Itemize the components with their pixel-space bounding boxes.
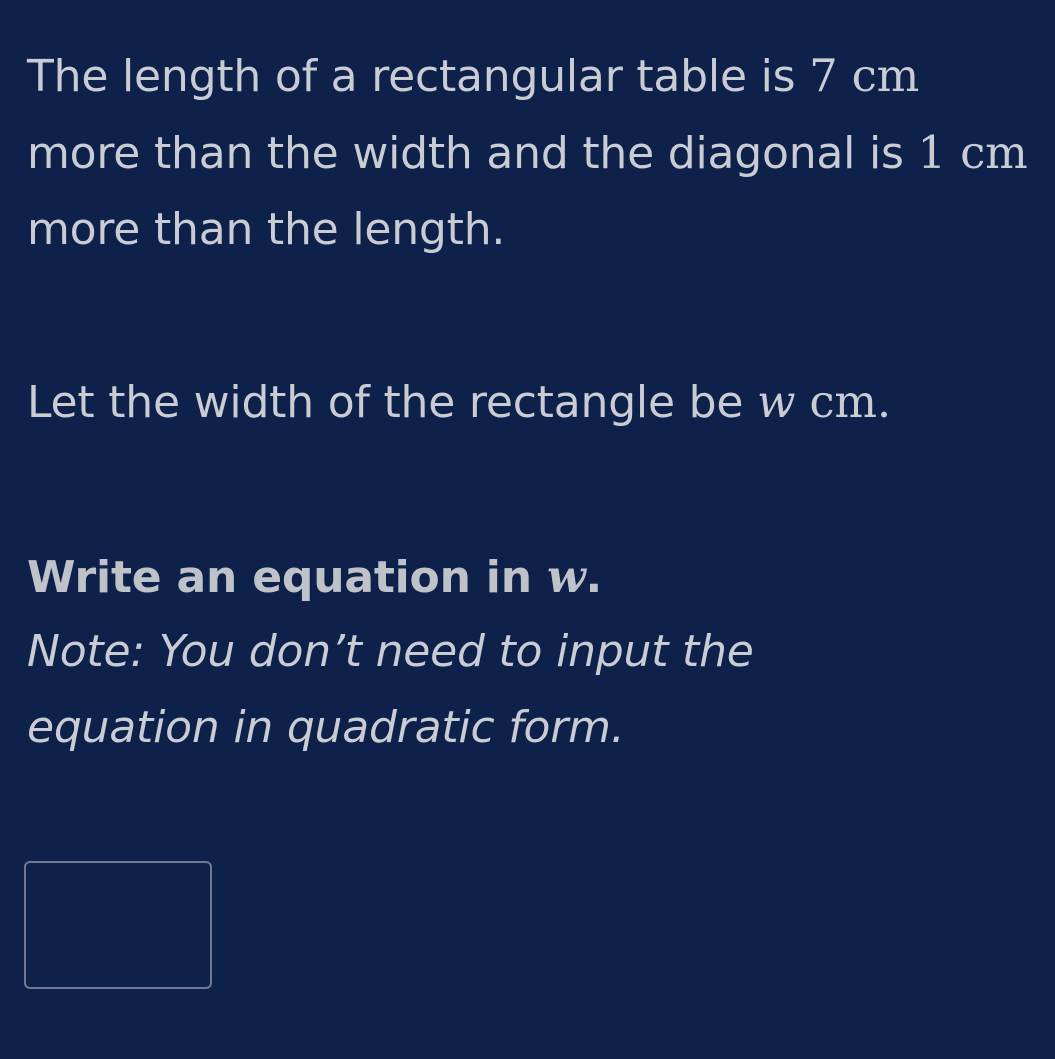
let-statement (27, 364, 1037, 441)
width-unit: cm. (795, 375, 892, 428)
problem-text-1: The length of a rectangular table is (27, 51, 810, 102)
question-prompt (27, 539, 602, 616)
length-difference: 7 cm (809, 49, 920, 102)
let-text: Let the width of the rectangle be (27, 377, 757, 428)
answer-input[interactable] (24, 861, 212, 989)
prompt-period: . (585, 552, 602, 603)
problem-text-2: more than the width and the diagonal is (27, 128, 918, 179)
prompt-text: Write an equation in (27, 552, 547, 603)
note-text: Note: You don’t need to input the equation in quadratic form. (27, 626, 754, 753)
problem-statement (27, 38, 1037, 268)
prompt-variable: w (546, 550, 586, 603)
diagonal-difference: 1 cm (917, 126, 1028, 179)
width-variable: w (757, 375, 796, 428)
problem-text-3: more than the length. (27, 204, 506, 255)
